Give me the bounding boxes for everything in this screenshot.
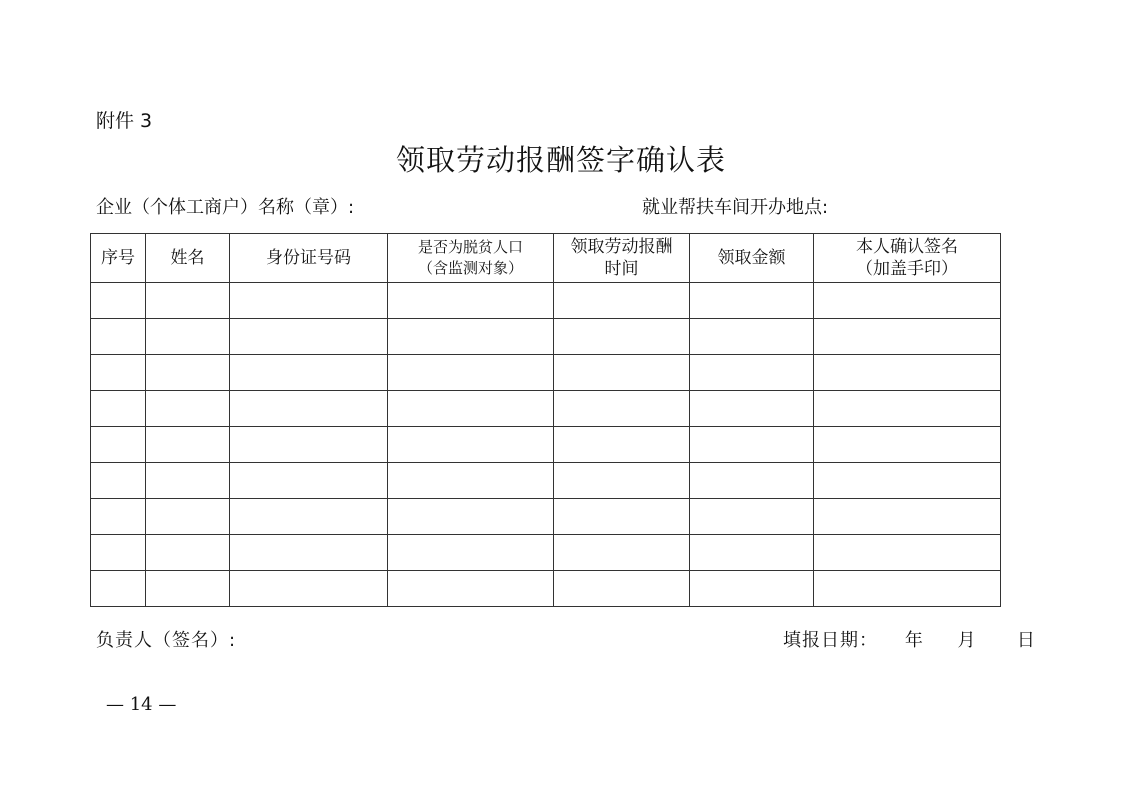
table-cell: [690, 355, 814, 391]
table-cell: [230, 571, 388, 607]
table-cell: [554, 499, 690, 535]
table-cell: [554, 283, 690, 319]
confirmation-table: [90, 233, 1001, 607]
table-cell: [690, 463, 814, 499]
table-cell: [814, 499, 1001, 535]
table-cell: [814, 571, 1001, 607]
table-cell: [146, 355, 230, 391]
table-cell: [554, 391, 690, 427]
table-cell: [690, 283, 814, 319]
table-cell: [690, 391, 814, 427]
table-cell: [690, 571, 814, 607]
table-cell: [690, 319, 814, 355]
table-row: [91, 391, 1001, 427]
table-cell: [146, 535, 230, 571]
table-cell: [388, 319, 554, 355]
table-cell: [554, 355, 690, 391]
fill-date-label: 填报日期： 年 月 日: [783, 630, 1036, 651]
table-cell: [146, 499, 230, 535]
table-cell: [814, 427, 1001, 463]
table-cell: [91, 283, 146, 319]
table-row: [91, 355, 1001, 391]
table-header-row: [91, 234, 1001, 283]
table-row: [91, 499, 1001, 535]
header-name: 姓名: [146, 234, 230, 283]
table-cell: [91, 391, 146, 427]
header-id-number: 身份证号码: [230, 234, 388, 283]
table-cell: [91, 319, 146, 355]
table-body: [91, 283, 1001, 607]
table-cell: [91, 499, 146, 535]
header-poverty-status: 是否为脱贫人口 （含监测对象）: [388, 234, 554, 283]
table-cell: [814, 283, 1001, 319]
attachment-label: 附件 3: [96, 110, 153, 132]
responsible-person-signature-label: 负责人（签名）:: [96, 630, 237, 651]
table-cell: [554, 571, 690, 607]
table-cell: [690, 535, 814, 571]
table-row: [91, 571, 1001, 607]
header-payment-time: 领取劳动报酬 时间: [554, 234, 690, 283]
table-cell: [230, 463, 388, 499]
table-cell: [146, 571, 230, 607]
table-cell: [146, 391, 230, 427]
table-cell: [690, 427, 814, 463]
table-cell: [91, 571, 146, 607]
table-row: [91, 535, 1001, 571]
table-cell: [230, 283, 388, 319]
table-cell: [388, 391, 554, 427]
table-cell: [146, 283, 230, 319]
table-cell: [690, 499, 814, 535]
table-cell: [388, 535, 554, 571]
table-cell: [230, 427, 388, 463]
page-number: — 14 —: [106, 694, 177, 715]
table-cell: [388, 499, 554, 535]
table-cell: [388, 463, 554, 499]
table-cell: [230, 535, 388, 571]
table-cell: [146, 427, 230, 463]
form-title: 领取劳动报酬签字确认表: [395, 143, 726, 177]
table-row: [91, 283, 1001, 319]
table-cell: [230, 355, 388, 391]
table-cell: [814, 463, 1001, 499]
table-cell: [91, 427, 146, 463]
table-row: [91, 463, 1001, 499]
table-cell: [814, 355, 1001, 391]
table-cell: [230, 319, 388, 355]
header-serial-number: 序号: [91, 234, 146, 283]
header-signature: 本人确认签名 （加盖手印）: [814, 234, 1001, 283]
header-amount: 领取金额: [690, 234, 814, 283]
table-cell: [91, 535, 146, 571]
table-row: [91, 319, 1001, 355]
table-cell: [388, 355, 554, 391]
table-cell: [146, 463, 230, 499]
table-cell: [388, 427, 554, 463]
table-cell: [554, 427, 690, 463]
table-cell: [554, 535, 690, 571]
table-cell: [388, 571, 554, 607]
table-cell: [230, 391, 388, 427]
table-cell: [91, 355, 146, 391]
table-cell: [91, 463, 146, 499]
table-row: [91, 427, 1001, 463]
table-cell: [554, 319, 690, 355]
table-cell: [814, 391, 1001, 427]
table-cell: [554, 463, 690, 499]
table-cell: [146, 319, 230, 355]
table-cell: [388, 283, 554, 319]
table-cell: [230, 499, 388, 535]
table-cell: [814, 535, 1001, 571]
company-name-label: 企业（个体工商户）名称（章）:: [96, 197, 355, 218]
table-cell: [814, 319, 1001, 355]
workshop-location-label: 就业帮扶车间开办地点:: [642, 197, 829, 218]
